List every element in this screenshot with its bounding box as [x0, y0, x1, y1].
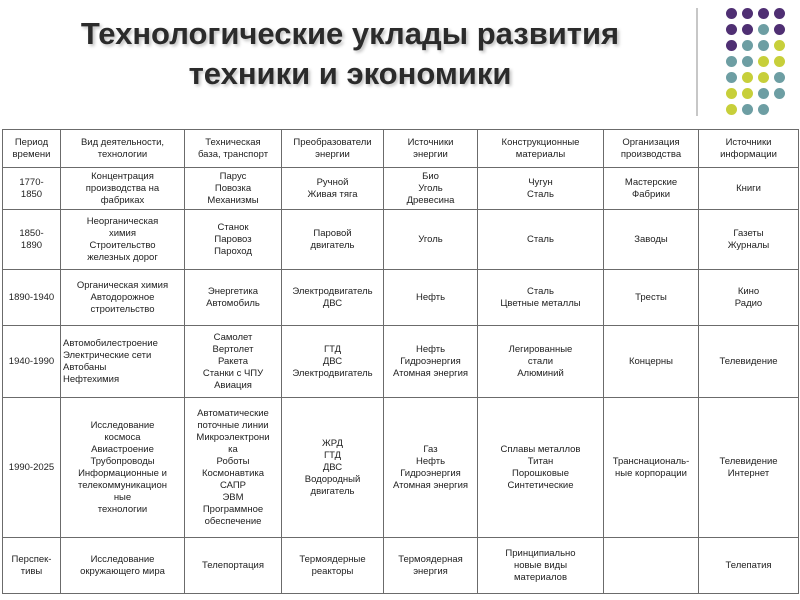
- table-cell: Телевидение: [699, 326, 799, 398]
- table-cell: Тресты: [604, 270, 699, 326]
- decorative-dot: [774, 8, 785, 19]
- table-row: [3, 270, 799, 326]
- period-cell: 1940-1990: [3, 326, 61, 398]
- column-header: Источники энергии: [384, 130, 478, 168]
- table-cell: Сталь: [478, 210, 604, 270]
- table-cell: [604, 538, 699, 594]
- decorative-dot: [726, 104, 737, 115]
- decorative-divider-line: [696, 8, 698, 116]
- decorative-dot: [726, 24, 737, 35]
- decorative-dot: [758, 40, 769, 51]
- decorative-dot: [726, 8, 737, 19]
- decorative-dot: [758, 8, 769, 19]
- table-cell: Транснациональ- ные корпорации: [604, 398, 699, 538]
- table-cell: Кино Радио: [699, 270, 799, 326]
- period-cell: 1850- 1890: [3, 210, 61, 270]
- title-line-1: Технологические уклады развития: [80, 16, 620, 51]
- decorative-dot: [726, 40, 737, 51]
- table-cell: Чугун Сталь: [478, 168, 604, 210]
- table-cell: Легированные стали Алюминий: [478, 326, 604, 398]
- table-cell: Принципиально новые виды материалов: [478, 538, 604, 594]
- column-header: Преобразователи энергии: [282, 130, 384, 168]
- table-cell: Нефть Гидроэнергия Атомная энергия: [384, 326, 478, 398]
- table-cell: Станок Паровоз Пароход: [185, 210, 282, 270]
- table-cell: ГТД ДВС Электродвигатель: [282, 326, 384, 398]
- decorative-dot: [758, 24, 769, 35]
- column-header: Конструкционные материалы: [478, 130, 604, 168]
- column-header: Техническая база, транспорт: [185, 130, 282, 168]
- decorative-dot: [758, 72, 769, 83]
- decorative-dot: [758, 88, 769, 99]
- decorative-dot: [726, 56, 737, 67]
- decorative-dot: [742, 24, 753, 35]
- table-cell: Концентрация производства на фабриках: [61, 168, 185, 210]
- column-header: Вид деятельности, технологии: [61, 130, 185, 168]
- table-cell: Концерны: [604, 326, 699, 398]
- column-header: Источники информации: [699, 130, 799, 168]
- table-cell: Телепортация: [185, 538, 282, 594]
- table-row: [3, 210, 799, 270]
- decorative-dot: [742, 72, 753, 83]
- table-cell: Нефть: [384, 270, 478, 326]
- decorative-dot: [742, 56, 753, 67]
- decorative-dot: [774, 24, 785, 35]
- decorative-dot: [742, 8, 753, 19]
- table-row: [3, 326, 799, 398]
- table-cell: Газеты Журналы: [699, 210, 799, 270]
- table-cell: Неорганическая химия Строительство железных дорог: [61, 210, 185, 270]
- table-cell: Органическая химия Автодорожное строительство: [61, 270, 185, 326]
- page-title: [30, 14, 670, 94]
- decorative-dot: [726, 72, 737, 83]
- table-cell: Сталь Цветные металлы: [478, 270, 604, 326]
- decorative-dot: [726, 88, 737, 99]
- period-cell: 1990-2025: [3, 398, 61, 538]
- table-cell: Энергетика Автомобиль: [185, 270, 282, 326]
- table-cell: Заводы: [604, 210, 699, 270]
- table-cell: Термоядерная энергия: [384, 538, 478, 594]
- period-cell: 1770- 1850: [3, 168, 61, 210]
- title-line-2: техники и экономики: [188, 56, 512, 91]
- decorative-dot: [774, 72, 785, 83]
- decorative-dot: [742, 88, 753, 99]
- table-cell: Газ Нефть Гидроэнергия Атомная энергия: [384, 398, 478, 538]
- table-cell: Термоядерные реакторы: [282, 538, 384, 594]
- decorative-dot: [774, 56, 785, 67]
- table-cell: Био Уголь Древесина: [384, 168, 478, 210]
- decorative-dot: [758, 56, 769, 67]
- table-cell: Телепатия: [699, 538, 799, 594]
- decorative-dot: [742, 104, 753, 115]
- table-cell: Мастерские Фабрики: [604, 168, 699, 210]
- table-cell: Автоматические поточные линии Микроэлектрони ка Роботы Космонавтика САПР ЭВМ Программное обеспечение: [185, 398, 282, 538]
- table-cell: Книги: [699, 168, 799, 210]
- decorative-dot: [774, 88, 785, 99]
- technological-modes-table: [2, 129, 799, 594]
- table-cell: Автомобилестроение Электрические сети Автобаны Нефтехимия: [61, 326, 185, 398]
- table-row: [3, 538, 799, 594]
- decorative-dot: [774, 40, 785, 51]
- table-cell: Парус Повозка Механизмы: [185, 168, 282, 210]
- table-row: [3, 168, 799, 210]
- table-cell: Телевидение Интернет: [699, 398, 799, 538]
- decorative-dot: [758, 104, 769, 115]
- table-row: [3, 398, 799, 538]
- column-header: Период времени: [3, 130, 61, 168]
- table-cell: Электродвигатель ДВС: [282, 270, 384, 326]
- period-cell: 1890-1940: [3, 270, 61, 326]
- table-cell: Сплавы металлов Титан Порошковые Синтетические: [478, 398, 604, 538]
- table-cell: Исследование окружающего мира: [61, 538, 185, 594]
- period-cell: Перспек- тивы: [3, 538, 61, 594]
- table-cell: Паровой двигатель: [282, 210, 384, 270]
- table-header-row: [3, 130, 799, 168]
- table-cell: Уголь: [384, 210, 478, 270]
- table-cell: Ручной Живая тяга: [282, 168, 384, 210]
- column-header: Организация производства: [604, 130, 699, 168]
- decorative-dot-grid: [710, 8, 800, 128]
- table-cell: Самолет Вертолет Ракета Станки с ЧПУ Авиация: [185, 326, 282, 398]
- table-cell: ЖРД ГТД ДВС Водородный двигатель: [282, 398, 384, 538]
- decorative-dot: [742, 40, 753, 51]
- table-cell: Исследование космоса Авиастроение Трубопроводы Информационные и телекоммуникацион ные технологии: [61, 398, 185, 538]
